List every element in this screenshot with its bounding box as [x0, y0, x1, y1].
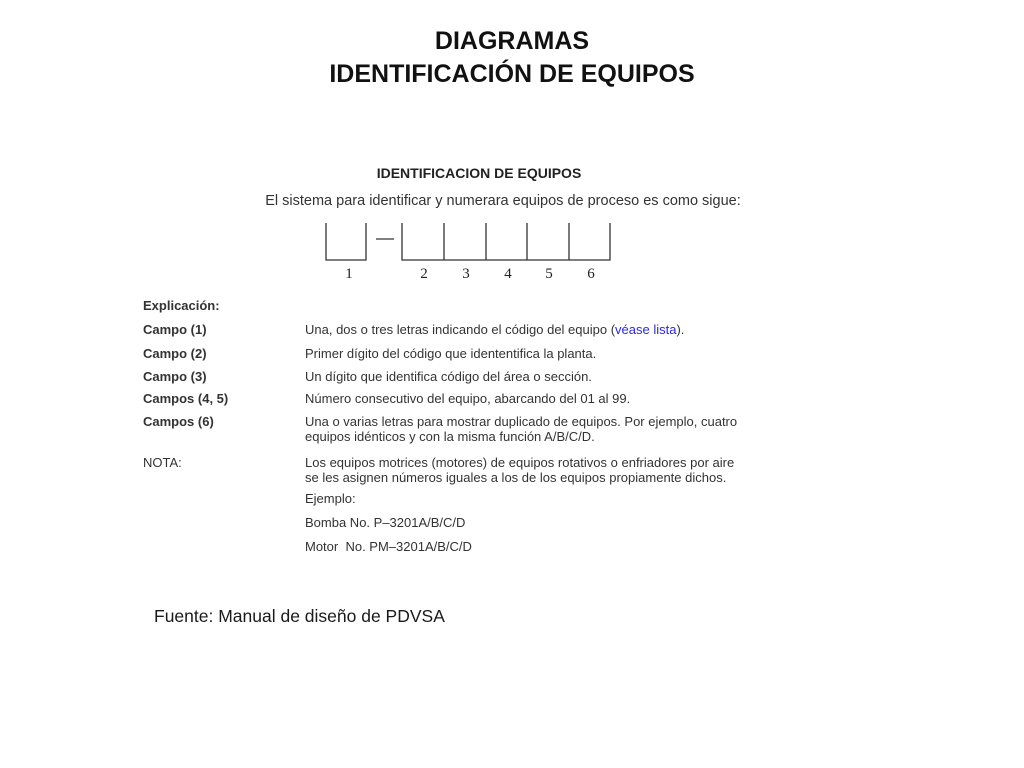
description-text: ). — [676, 322, 685, 337]
field-description — [305, 414, 835, 444]
field-name: Campos (4, 5) — [143, 391, 229, 406]
field-name: Campo (3) — [143, 369, 207, 384]
description-line: equipos idénticos y con la misma función A/B/C/D. — [305, 429, 595, 444]
description-line: Una o varias letras para mostrar duplicado de equipos. Por ejemplo, cuatro — [305, 414, 738, 429]
example-label: Ejemplo: — [305, 491, 356, 506]
nota-line: Los equipos motrices (motores) de equipos rotativos o enfriadores por aire — [305, 455, 735, 470]
field-label-1: 1 — [345, 266, 353, 282]
nota-description — [305, 455, 835, 485]
field-description: Un dígito que identifica código del área o sección. — [305, 369, 592, 384]
slide-title-line2: IDENTIFICACIÓN DE EQUIPOS — [329, 60, 695, 88]
code-format-svg — [318, 220, 618, 288]
field-1-box — [326, 223, 366, 260]
field-label-2: 2 — [420, 266, 428, 282]
field-label-6: 6 — [587, 266, 595, 282]
document-heading: IDENTIFICACION DE EQUIPOS — [376, 165, 582, 181]
equipment-list-link[interactable]: véase lista — [615, 322, 677, 337]
field-label-5: 5 — [545, 266, 553, 282]
field-name: Campos (6) — [143, 414, 214, 429]
code-format-diagram — [318, 220, 618, 288]
nota-label: NOTA: — [143, 455, 182, 470]
field-description: Número consecutivo del equipo, abarcando del 01 al 99. — [305, 391, 631, 406]
source-citation: Fuente: Manual de diseño de PDVSA — [154, 606, 445, 626]
field-description: Primer dígito del código que idententifica la planta. — [305, 346, 597, 361]
field-description — [305, 322, 835, 337]
description-text: Una, dos o tres letras indicando el código del equipo ( — [305, 322, 616, 337]
explanation-title: Explicación: — [143, 298, 220, 313]
example-pump: Bomba No. P–3201A/B/C/D — [305, 515, 466, 530]
field-label-3: 3 — [462, 266, 470, 282]
document-intro: El sistema para identificar y numerara equipos de proceso es como sigue: — [265, 193, 741, 209]
field-name: Campo (1) — [143, 322, 207, 337]
nota-line: se les asignen números iguales a los de los equipos propiamente dichos. — [305, 470, 727, 485]
field-name: Campo (2) — [143, 346, 207, 361]
field-label-4: 4 — [504, 266, 512, 282]
example-motor: Motor No. PM–3201A/B/C/D — [305, 539, 472, 554]
slide-title-line1: DIAGRAMAS — [434, 27, 590, 55]
fields-2-6-box — [402, 223, 610, 260]
